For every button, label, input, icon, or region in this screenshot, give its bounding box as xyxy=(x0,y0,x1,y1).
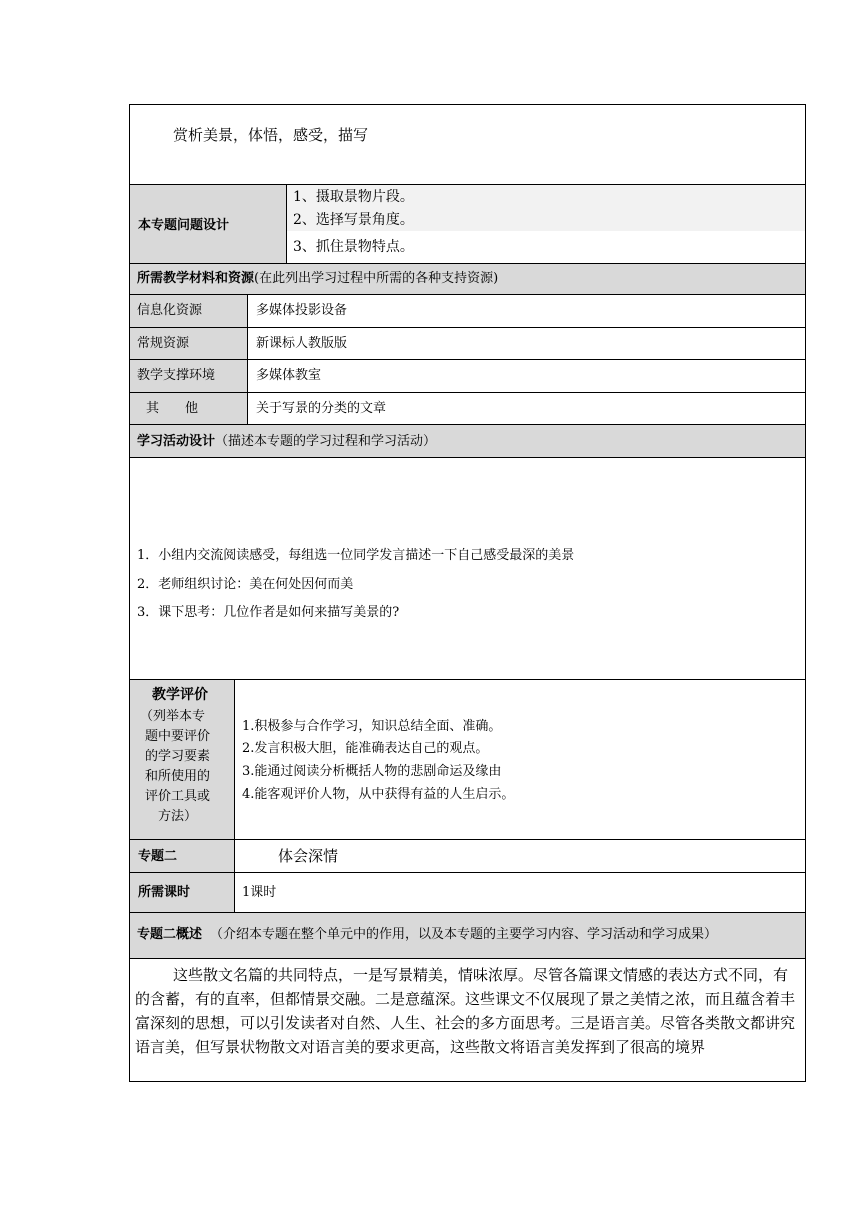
activities-title: 学习活动设计 xyxy=(137,434,216,449)
resource-value: 关于写景的分类的文章 xyxy=(256,401,387,416)
evaluation-note-line: （列举本专 xyxy=(140,709,206,724)
row-divider xyxy=(129,359,806,360)
evaluation-note-line: 题中要评价 xyxy=(145,729,211,744)
problem-item: 1、摄取景物片段。 xyxy=(293,189,414,205)
row-divider xyxy=(129,958,806,959)
evaluation-note-line: 的学习要素 xyxy=(145,749,211,764)
row-divider xyxy=(129,839,806,840)
resource-label: 信息化资源 xyxy=(137,303,203,318)
row-divider xyxy=(129,327,806,328)
evaluation-item: 2.发言积极大胆，能准确表达自己的观点。 xyxy=(242,741,489,756)
activity-item: 1．小组内交流阅读感受，每组选一位同学发言描述一下自己感受最深的美景 xyxy=(137,548,575,563)
resource-label: 教学支撑环境 xyxy=(137,368,216,383)
overview-subtitle: （介绍本专题在整个单元中的作用，以及本专题的主要学习内容、学习活动和学习成果） xyxy=(210,927,718,942)
overview-header xyxy=(137,927,717,943)
activities-subtitle: （描述本专题的学习过程和学习活动） xyxy=(215,434,437,449)
evaluation-note-line: 和所使用的 xyxy=(145,769,211,784)
problem-item: 2、选择写景角度。 xyxy=(293,212,414,228)
materials-header xyxy=(137,271,498,287)
col-divider xyxy=(247,294,248,425)
evaluation-title: 教学评价 xyxy=(152,687,208,703)
col-divider xyxy=(286,184,287,264)
resource-label: 其 他 xyxy=(146,401,199,416)
row-divider xyxy=(129,263,806,264)
row-divider xyxy=(129,457,806,458)
evaluation-note-line: 方法） xyxy=(158,809,198,824)
col-divider xyxy=(234,679,235,913)
resource-label: 常规资源 xyxy=(137,336,190,351)
overview-title: 专题二概述 xyxy=(137,927,203,942)
overview-paragraph: 这些散文名篇的共同特点，一是写景精美，情味浓厚。尽管各篇课文情感的表达方式不同，有的含蓄，有的直率，但都情景交融。二是意蕴深。这些课文不仅展现了景之美情之浓，而且蕴含着丰富深刻的思想，可以引发读者对自然、人生、社会的多方面思考。三是语言美。尽管各类散文都讲究语言美，但写景状物散文对语言美的要求更高，这些散文将语言美发挥到了很高的境界 xyxy=(135,966,796,1056)
materials-title: 所需教学材料和资源 xyxy=(137,271,255,286)
row-divider xyxy=(129,184,806,185)
evaluation-note-line: 评价工具或 xyxy=(145,789,211,804)
intro-text: 赏析美景，体悟，感受，描写 xyxy=(173,126,369,144)
activity-item: 3．课下思考：几位作者是如何来描写美景的? xyxy=(137,605,400,620)
row-divider xyxy=(129,392,806,393)
evaluation-item: 4.能客观评价人物，从中获得有益的人生启示。 xyxy=(242,787,515,802)
topic-two-value: 体会深情 xyxy=(278,847,339,865)
resource-value: 新课标人教版版 xyxy=(256,336,348,351)
evaluation-item: 1.积极参与合作学习，知识总结全面、准确。 xyxy=(242,719,502,734)
hours-value: 1课时 xyxy=(242,885,277,900)
row-divider xyxy=(129,679,806,680)
evaluation-item: 3.能通过阅读分析概括人物的悲剧命运及缘由 xyxy=(242,764,502,779)
hours-label: 所需课时 xyxy=(138,885,191,900)
row-divider xyxy=(129,872,806,873)
resource-value: 多媒体投影设备 xyxy=(256,303,348,318)
problem-design-label: 本专题问题设计 xyxy=(138,218,230,233)
row-divider xyxy=(129,294,806,295)
row-divider xyxy=(129,912,806,913)
resource-value: 多媒体教室 xyxy=(256,368,322,383)
activities-header xyxy=(137,434,436,450)
activity-item: 2．老师组织讨论：美在何处因何而美 xyxy=(137,577,354,592)
problem-item: 3、抓住景物特点。 xyxy=(293,239,414,255)
topic-two-label: 专题二 xyxy=(138,849,178,864)
materials-subtitle: (在此列出学习过程中所需的各种支持资源) xyxy=(254,271,499,286)
row-divider xyxy=(129,424,806,425)
